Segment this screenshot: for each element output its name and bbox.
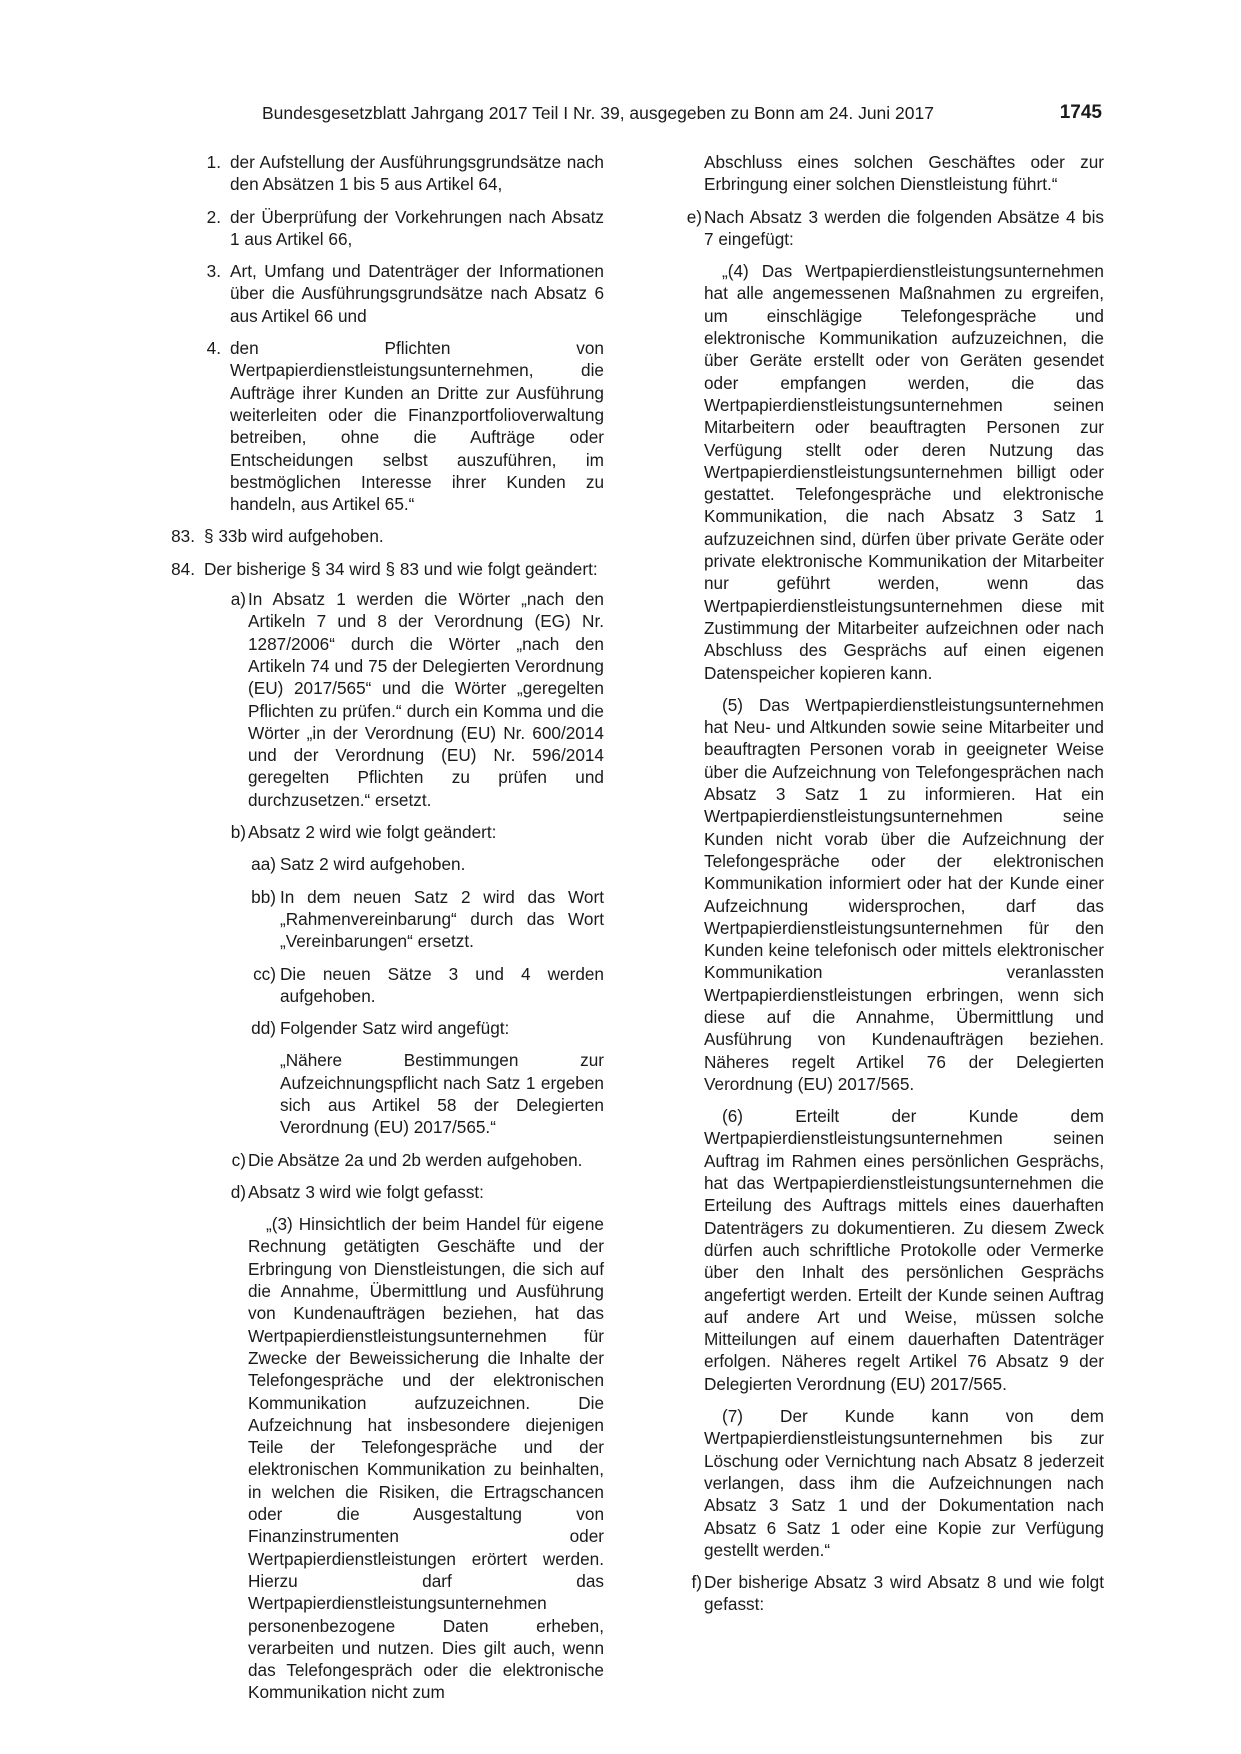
subsubitem-text: Die neuen Sätze 3 und 4 werden aufgehoben. [280, 963, 604, 1006]
subitem-text: Die Absätze 2a und 2b werden aufgehoben. [248, 1149, 583, 1170]
header-title: Bundesgesetzblatt Jahrgang 2017 Teil I Nr. 39, ausgegeben zu Bonn am 24. Juni 2017 [262, 103, 934, 123]
subitem-text: Absatz 3 wird wie folgt gefasst: [248, 1181, 484, 1202]
list-item-text: Art, Umfang und Datenträger der Informationen über die Ausführungsgrundsätze nach Absatz 6 aus Artikel 66 und [230, 261, 604, 326]
subsubitem-text: Satz 2 wird aufgehoben. [280, 854, 466, 875]
subsubitem-label: bb) [251, 886, 276, 907]
page-number: 1745 [1059, 102, 1102, 123]
subitem-letter: f) [691, 1572, 702, 1593]
subitem-a [204, 588, 604, 811]
subsubitem-label: cc) [253, 963, 276, 984]
list-item-text: der Aufstellung der Ausführungsgrundsätze nach den Absätzen 1 bis 5 aus Artikel 64, [230, 152, 604, 195]
subsubitem-cc [248, 963, 604, 1008]
article-item-84 [160, 558, 604, 580]
article-text: § 33b wird aufgehoben. [204, 526, 384, 547]
list-item-number: 3. [206, 261, 221, 282]
subitem-d [204, 1181, 604, 1203]
subitem-letter: b) [230, 822, 246, 843]
list-item [160, 337, 604, 515]
list-item-text: der Überprüfung der Vorkehrungen nach Absatz 1 aus Artikel 66, [230, 206, 604, 249]
right-column [680, 151, 1104, 1626]
continued-text: Abschluss eines solchen Geschäftes oder zur Erbringung einer solchen Dienstleistung führt.“ [704, 152, 1104, 195]
subitem-letter: d) [230, 1181, 246, 1202]
subsubitems-b [204, 853, 604, 1138]
subitem-c [204, 1149, 604, 1171]
list-item [160, 151, 604, 196]
subsubitem-text: In dem neuen Satz 2 wird das Wort „Rahmenvereinbarung“ durch das Wort „Vereinbarungen“ ersetzt. [280, 886, 604, 952]
subsubitem-bb [248, 886, 604, 953]
list-item [160, 206, 604, 251]
quoted-paragraph-7: (7) Der Kunde kann von dem Wertpapierdienstleistungsunternehmen bis zur Löschung oder Vernichtung nach Absatz 8 jederzeit verlangen, dass ihm die Aufzeichnungen nach Absatz 3 Satz 1 und der Dokumentation nach Absatz 6 Satz 1 oder eine Kopie zur Verfügung gestellt werden.“ [704, 1406, 1104, 1560]
article-text: Der bisherige § 34 wird § 83 und wie folgt geändert: [204, 558, 598, 579]
quoted-paragraph-5: (5) Das Wertpapierdienstleistungsunternehmen hat Neu- und Altkunden sowie seine Mitarbeiter und beauftragten Personen vorab in geeigneter Weise über die Aufzeichnung von Telefongesprächen nach Absatz 3 Satz 1 zu informieren. Hat ein Wertpapierdienstleistungsunternehmen seine Kunden nicht vorab über die Aufzeichnung der Telefongespräche oder der elektronischen Kommunikation informiert oder hat der Kunde einer Aufzeichnung widersprochen, darf das Wertpapierdienstleistungsunternehmen für den Kunden keine telefonisch oder mittels elektronischer Kommunikation veranlassten Wertpapierdienstleistungen erbringen, wenn sich diese auf die Annahme, Übermittlung und Ausführung von Kundenaufträgen beziehen. Näheres regelt Artikel 76 der Delegierten Verordnung (EU) 2017/565. [704, 694, 1104, 1094]
page-header [262, 100, 1102, 126]
subsubitem-label: dd) [251, 1018, 276, 1039]
list-item [160, 260, 604, 327]
subitem-e [680, 206, 1104, 251]
subitem-letter: c) [231, 1149, 246, 1170]
article-number: 84. [171, 558, 195, 579]
quoted-paragraph-4: „(4) Das Wertpapierdienstleistungsunternehmen hat alle angemessenen Maßnahmen zu ergreifen, um einschlägige Telefongespräche und elektronische Kommunikation aufzuzeichnen, die über Geräte erstellt oder von Geräten gesendet oder empfangen werden, die das Wertpapierdienstleistungsunternehmen seinen Mitarbeitern oder beauftragten Personen zur Verfügung stellt oder deren Nutzung das Wertpapierdienstleistungsunternehmen billigt oder gestattet. Telefongespräche und elektronische Kommunikation, die nach Absatz 3 Satz 1 aufzuzeichnen sind, dürfen über private Geräte oder private elektronische Kommunikation der Mitarbeiter nur geführt werden, wenn das Wertpapierdienstleistungsunternehmen diese mit Zustimmung der Mitarbeiter aufzeichnen oder nach Abschluss des Gesprächs auf einen eigenen Datenspeicher kopieren kann. [704, 261, 1104, 683]
subsubitem-dd [248, 1017, 604, 1039]
article-item-83 [160, 525, 604, 547]
subsubitem-aa [248, 853, 604, 875]
subitem-f [680, 1571, 1104, 1616]
list-item-text: den Pflichten von Wertpapierdienstleistungsunternehmen, die Aufträge ihrer Kunden an Dritte zur Ausführung weiterleiten oder die Finanzportfolioverwaltung betreiben, ohne die Aufträge oder Entscheidungen selbst auszuführen, im bestmöglichen Interesse ihrer Kunden zu handeln, aus Artikel 65.“ [230, 338, 604, 515]
subsubitem-label: aa) [251, 854, 276, 875]
quoted-paragraph-3: „(3) Hinsichtlich der beim Handel für eigene Rechnung getätigten Geschäfte und der Erbringung von Dienstleistungen, die sich auf die Annahme, Übermittlung und Ausführung von Kundenaufträgen beziehen, hat das Wertpapierdienstleistungsunternehmen für Zwecke der Beweissicherung die Inhalte der Telefongespräche und der elektronischen Kommunikation aufzuzeichnen. Die Aufzeichnung hat insbesondere diejenigen Teile der Telefongespräche und der elektronischen Kommunikation zu beinhalten, in welchen die Risiken, die Ertragschancen oder die Ausgestaltung von Finanzinstrumenten oder Wertpapierdienstleistungen erörtert werden. Hierzu darf das Wertpapierdienstleistungsunternehmen personenbezogene Daten erheben, verarbeiten und nutzen. Dies gilt auch, wenn das Telefongespräch oder die elektronische Kommunikation nicht zum [248, 1214, 604, 1703]
subitem-letter: e) [686, 206, 702, 227]
article-number: 83. [171, 526, 195, 547]
list-item-number: 4. [206, 338, 221, 359]
subsubitem-text: Folgender Satz wird angefügt: [280, 1018, 510, 1039]
subitem-text: Nach Absatz 3 werden die folgenden Absätze 4 bis 7 eingefügt: [704, 206, 1104, 249]
subitem-text: Der bisherige Absatz 3 wird Absatz 8 und wie folgt gefasst: [704, 1572, 1104, 1615]
subitem-text: In Absatz 1 werden die Wörter „nach den Artikeln 7 und 8 der Verordnung (EG) Nr. 1287/2006“ durch die Wörter „nach den Artikeln 74 und 75 der Delegierten Verordnung (EU) 2017/565“ und die Wörter „geregelten Pflichten zu prüfen.“ durch ein Komma und die Wörter „in der Verordnung (EU) Nr. 600/2014 und der Verordnung (EU) Nr. 596/2014 geregelten Pflichten zu prüfen und durchzusetzen.“ ersetzt. [248, 589, 604, 810]
quoted-paragraph-6: (6) Erteilt der Kunde dem Wertpapierdienstleistungsunternehmen seinen Auftrag im Rahmen eines persönlichen Gesprächs, hat das Wertpapierdienstleistungsunternehmen die Erteilung des Auftrags mittels eines dauerhaften Datenträgers zu dokumentieren. Zu diesem Zweck dürfen auch schriftliche Protokolle oder Vermerke über den Inhalt des persönlichen Gesprächs angefertigt werden. Erteilt der Kunde seinen Auftrag auf andere Art und Weise, müssen solche Mitteilungen auf einem dauerhaften Datenträger erfolgen. Näheres regelt Artikel 76 Absatz 9 der Delegierten Verordnung (EU) 2017/565. [704, 1106, 1104, 1394]
subitem-b [204, 821, 604, 843]
quoted-text-dd: „Nähere Bestimmungen zur Aufzeichnungspflicht nach Satz 1 ergeben sich aus Artikel 58 der Delegierten Verordnung (EU) 2017/565.“ [280, 1050, 604, 1138]
subitems-84 [160, 588, 604, 1704]
subitem-text: Absatz 2 wird wie folgt geändert: [248, 822, 497, 843]
list-item-number: 1. [206, 152, 221, 172]
left-column [160, 151, 604, 1714]
subitem-letter: a) [230, 589, 246, 610]
list-item-number: 2. [206, 206, 221, 227]
